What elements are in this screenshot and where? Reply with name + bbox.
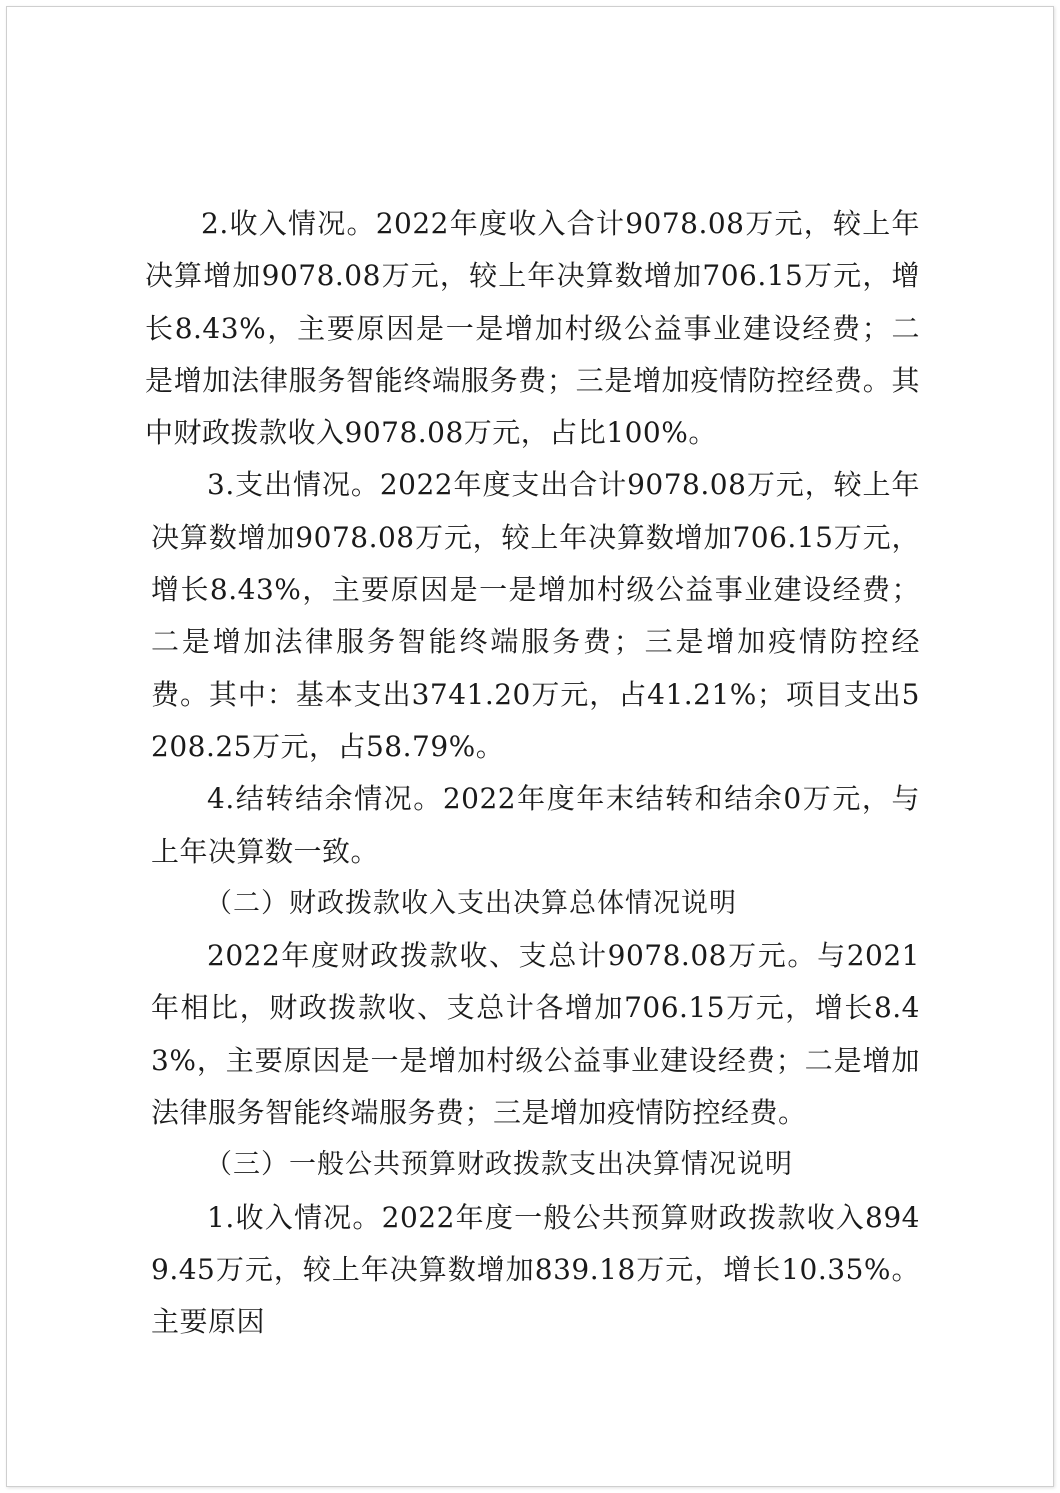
section-heading-2: （二）财政拨款收入支出决算总体情况说明 bbox=[205, 887, 737, 919]
paragraph-expenditure: 3.支出情况。2022年度支出合计9078.08万元，较上年决算数增加9078.08万元，较上年决算数增加706.15万元，增长8.43%，主要原因是一是增加村级公益事业建设经费；二是增加法律服务智能终端服务费；三是增加疫情防控经费。其中：基本支出3741.20万元，占41.21%；项目支出5208.25万元，占58.79%。 bbox=[151, 468, 920, 763]
paragraph-fiscal-total: 2022年度财政拨款收、支总计9078.08万元。与2021年相比，财政拨款收、支总计各增加706.15万元，增长8.43%，主要原因是一是增加村级公益事业建设经费；二是增加法律服务智能终端服务费；三是增加疫情防控经费。 bbox=[151, 939, 920, 1130]
document-body bbox=[145, 198, 920, 1349]
section-heading-3: （三）一般公共预算财政拨款支出决算情况说明 bbox=[205, 1149, 793, 1181]
paragraph-general-income: 1.收入情况。2022年度一般公共预算财政拨款收入8949.45万元，较上年决算数增加839.18万元，增长10.35%。主要原因 bbox=[151, 1200, 920, 1339]
paragraph-income: 2.收入情况。2022年度收入合计9078.08万元，较上年决算增加9078.08万元，较上年决算数增加706.15万元，增长8.43%，主要原因是一是增加村级公益事业建设经费；二是增加法律服务智能终端服务费；三是增加疫情防控经费。其中财政拨款收入9078.08万元，占比100%。 bbox=[145, 207, 920, 450]
paragraph-carryover: 4.结转结余情况。2022年度年末结转和结余0万元，与上年决算数一致。 bbox=[151, 782, 920, 868]
